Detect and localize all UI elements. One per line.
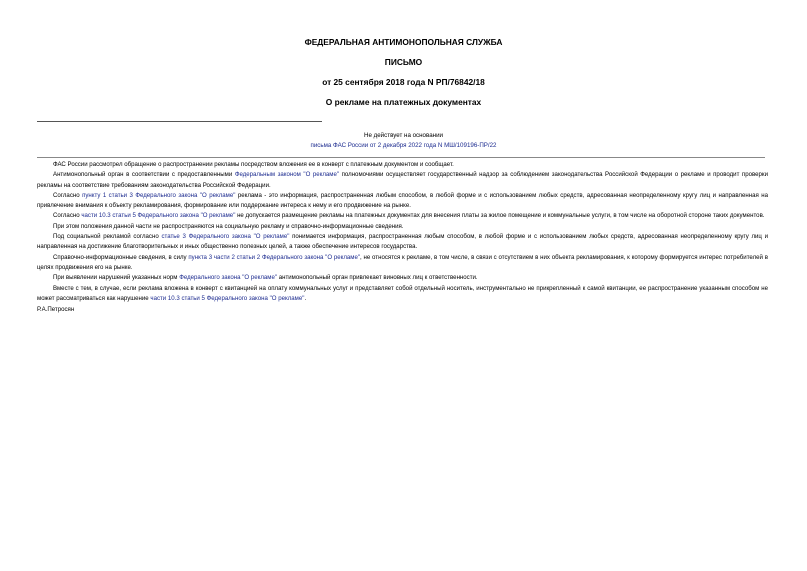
agency-title: ФЕДЕРАЛЬНАЯ АНТИМОНОПОЛЬНАЯ СЛУЖБА (304, 37, 503, 47)
law-article-link[interactable]: статье 3 Федерального закона "О рекламе" (161, 233, 290, 241)
paragraph-9: Вместе с тем, в случае, если реклама вложена в конверт с квитанцией на оплату коммунальных услуг и представляет собой отдельный носитель, инструментально не прикрепленный к самой квитанции, ее распространение указанным способом не может рассматриваться как нарушение части 10.3 статьи 5 Федерального закона "О рекламе". (37, 284, 768, 302)
paragraph-8: При выявлении нарушений указанных норм Федерального закона "О рекламе" антимонопольный орган привлекает виновных лиц к ответственности. (53, 274, 478, 282)
paragraph-2: Антимонопольный орган в соответствии с предоставленными Федеральным законом "О рекламе" полномочиями осуществляет государственный надзор за соблюдением законодательства Российской Федерации о рекламе и проводит проверки рекламы на соответствие требованиям законодательства Российской Федерации. (37, 171, 769, 189)
body-divider (37, 157, 765, 158)
paragraph-5: При этом положения данной части не распространяются на социальную рекламу и справочно-информационные сведения. (53, 222, 404, 230)
header-divider (37, 121, 322, 122)
paragraph-7: Справочно-информационные сведения, в силу пункта 3 части 2 статьи 2 Федерального закона "О рекламе", не относятся к рекламе, в том числе, в связи с отсутствием в них объекта рекламирования, к которому формируется интерес потребителей в целях продвижения его на рынке. (37, 253, 768, 271)
document-date-number: от 25 сентября 2018 года N РП/76842/18 (322, 77, 485, 87)
law-article-link[interactable]: пункту 1 статьи 3 Федерального закона "О рекламе" (82, 191, 236, 199)
paragraph-3: Согласно пункту 1 статьи 3 Федерального закона "О рекламе" реклама - это информация, распространенная любым способом, в любой форме и с использованием любых средств, адресованная неопределенному кругу лиц и направленная на привлечение внимания к объекту рекламирования, формирование или поддержание интереса к нему и его продвижение на рынке. (37, 191, 768, 210)
status-link-line (0, 142, 807, 150)
law-link[interactable]: Федеральным законом "О рекламе" (234, 171, 340, 179)
law-article-link[interactable]: части 10.3 статьи 5 Федерального закона "О рекламе" (81, 212, 236, 220)
law-link[interactable]: Федерального закона "О рекламе" (179, 274, 278, 282)
paragraph-6: Под социальной рекламой согласно статье 3 Федерального закона "О рекламе" понимается информация, распространенная любым способом, в любой форме и с использованием любых средств, адресованная неопределенному кругу лиц и направленная на достижение благотворительных и иных общественно полезных целей, а также обеспечение интересов государства. (37, 233, 768, 251)
status-note: Не действует на основании (364, 132, 443, 139)
document-type: ПИСЬМО (384, 57, 423, 67)
law-article-link[interactable]: пункта 3 части 2 статьи 2 Федерального закона "О рекламе" (188, 253, 361, 261)
document-body (37, 160, 768, 315)
law-article-link[interactable]: части 10.3 статьи 5 Федерального закона "О рекламе" (150, 294, 305, 302)
document-subject: О рекламе на платежных документах (325, 97, 482, 107)
signature: Р.А.Петросян (37, 306, 75, 314)
repeal-letter-link[interactable]: письма ФАС России от 2 декабря 2022 года N МШ/109196-ПР/22 (310, 142, 497, 149)
paragraph-1: ФАС России рассмотрел обращение о распространении рекламы посредством вложения ее в конверт с платежным документом и сообщает. (53, 161, 454, 168)
paragraph-4: Согласно части 10.3 статьи 5 Федерального закона "О рекламе" не допускается размещение рекламы на платежных документах для внесения платы за жилое помещение и коммунальные услуги, в том числе на оборотной стороне таких документов. (53, 212, 765, 220)
